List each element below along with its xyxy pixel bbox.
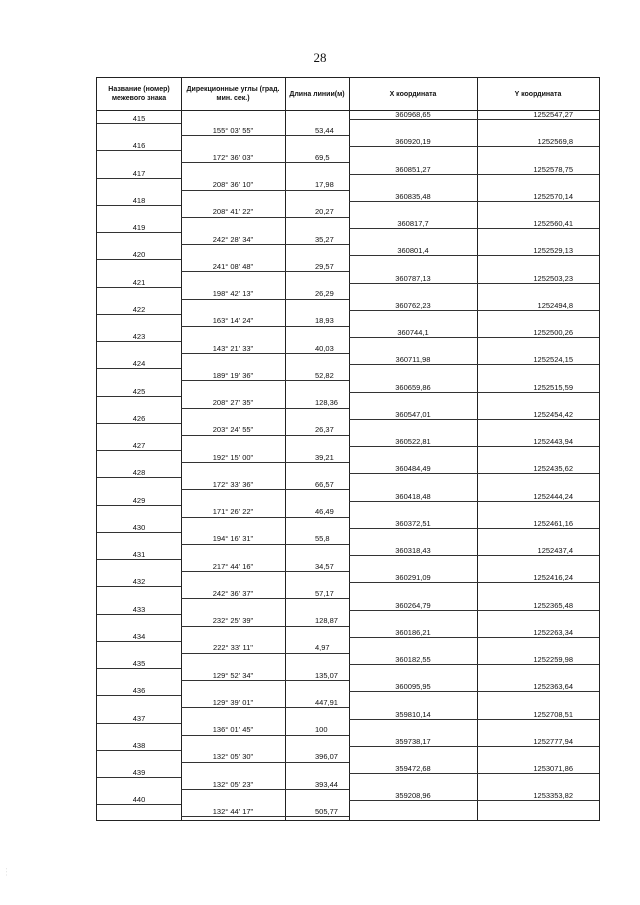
point-y-coordinate: 1252263,34 (533, 627, 573, 637)
direction-angle: 172° 36' 03" (212, 152, 254, 162)
row-rule (181, 380, 349, 381)
row-rule (97, 641, 181, 642)
point-x-coordinate: 360418,48 (395, 491, 431, 501)
point-y-coordinate: 1252461,16 (533, 518, 573, 528)
row-rule (97, 287, 181, 288)
point-x-coordinate: 359738,17 (395, 736, 431, 746)
line-length: 505,77 (315, 806, 338, 816)
point-x-coordinate: 360968,65 (395, 110, 431, 119)
point-y-coordinate: 1252529,13 (533, 246, 573, 256)
point-y-coordinate: 1252454,42 (533, 409, 573, 419)
line-length: 39,21 (315, 452, 334, 462)
row-rule (97, 232, 181, 233)
row-rule (97, 586, 181, 587)
point-x-coordinate: 360484,49 (395, 464, 431, 474)
point-y-coordinate: 1252365,48 (533, 600, 573, 610)
line-length: 46,49 (315, 507, 334, 516)
point-x-coordinate: 360817,7 (397, 219, 429, 228)
row-rule (181, 517, 349, 518)
point-name: 422 (132, 304, 146, 314)
point-x-coordinate: 360835,48 (395, 191, 431, 201)
point-name: 415 (132, 114, 146, 123)
point-x-coordinate: 360318,43 (395, 546, 431, 555)
point-name: 420 (132, 250, 146, 260)
point-y-coordinate: 1252259,98 (533, 655, 573, 664)
row-rule (181, 680, 349, 681)
point-name: 437 (132, 713, 146, 723)
row-rule (97, 668, 181, 669)
row-rule (97, 450, 181, 451)
line-length: 35,27 (315, 234, 334, 244)
point-y-coordinate: 1253353,82 (533, 791, 573, 801)
point-name: 432 (132, 577, 146, 587)
point-y-coordinate: 1252444,24 (533, 491, 573, 501)
point-y-coordinate: 1252578,75 (533, 164, 573, 174)
row-rule (349, 582, 599, 583)
point-y-coordinate: 1252515,59 (533, 382, 573, 392)
row-rule (181, 571, 349, 572)
direction-angle: 136° 01' 45" (212, 725, 254, 734)
row-rule (349, 501, 599, 502)
row-rule (181, 271, 349, 272)
direction-angle: 189° 19' 36" (212, 370, 254, 380)
point-x-coordinate: 360291,09 (395, 573, 431, 583)
line-length: 18,93 (315, 316, 334, 326)
point-y-coordinate: 1252443,94 (533, 437, 573, 446)
direction-angle: 242° 28' 34" (212, 234, 254, 244)
point-y-coordinate: 1252569,8 (537, 137, 573, 147)
row-rule (349, 473, 599, 474)
row-rule (97, 341, 181, 342)
line-length: 100 (315, 725, 328, 734)
direction-angle: 129° 52' 34" (212, 670, 254, 680)
row-rule (349, 446, 599, 447)
row-rule (181, 816, 349, 817)
direction-angle: 172° 33' 36" (212, 479, 254, 489)
row-rule (97, 477, 181, 478)
row-rule (181, 326, 349, 327)
row-rule (181, 598, 349, 599)
row-rule (97, 559, 181, 560)
direction-angle: 203° 24' 55" (212, 425, 254, 435)
point-x-coordinate: 360744,1 (397, 328, 429, 337)
direction-angle: 242° 36' 37" (212, 588, 254, 598)
point-name: 426 (132, 413, 146, 423)
point-x-coordinate: 360711,98 (395, 355, 431, 365)
direction-angle: 222° 33' 11" (213, 643, 253, 653)
header-angle: Дирекционные углы (град. мин. сек.) (186, 86, 280, 102)
line-length: 4,97 (315, 643, 330, 653)
direction-angle: 208° 36' 10" (212, 180, 254, 189)
row-rule (181, 707, 349, 708)
point-x-coordinate: 360372,51 (395, 518, 431, 528)
direction-angle: 132° 05' 30" (212, 752, 254, 762)
point-y-coordinate: 1252435,62 (533, 464, 573, 474)
point-y-coordinate: 1252524,15 (533, 355, 573, 365)
row-rule (181, 462, 349, 463)
row-rule (181, 217, 349, 218)
line-length: 29,57 (315, 261, 334, 271)
line-length: 17,98 (315, 180, 334, 189)
point-y-coordinate: 1252416,24 (533, 573, 573, 583)
line-length: 26,37 (315, 425, 334, 435)
point-y-coordinate: 1252503,23 (533, 273, 573, 283)
point-name: 430 (132, 522, 146, 532)
line-length: 66,57 (315, 479, 334, 489)
point-name: 433 (132, 604, 146, 614)
row-rule (349, 691, 599, 692)
direction-angle: 143° 21' 33" (212, 343, 254, 353)
margin-scan-mark: · · · (3, 868, 9, 876)
point-x-coordinate: 360851,27 (395, 164, 431, 174)
direction-angle: 129° 39' 01" (212, 697, 254, 707)
row-rule (97, 178, 181, 179)
line-length: 393,44 (315, 779, 338, 789)
row-rule (349, 555, 599, 556)
row-rule (181, 653, 349, 654)
row-rule (349, 364, 599, 365)
point-x-coordinate: 360787,13 (395, 273, 431, 283)
row-rule (349, 337, 599, 338)
row-rule (181, 789, 349, 790)
direction-angle: 155° 03' 55" (212, 125, 254, 135)
point-x-coordinate: 360264,79 (395, 600, 431, 610)
row-rule (97, 150, 181, 151)
point-x-coordinate: 360522,81 (395, 437, 431, 446)
point-name: 431 (132, 550, 146, 559)
point-x-coordinate: 360182,55 (395, 655, 431, 664)
row-rule (97, 314, 181, 315)
row-rule (349, 773, 599, 774)
row-rule (181, 544, 349, 545)
point-x-coordinate: 359472,68 (395, 764, 431, 773)
header-y: Y координата (514, 90, 562, 98)
row-rule (181, 435, 349, 436)
row-rule (97, 695, 181, 696)
direction-angle: 232° 25' 39" (212, 616, 254, 625)
point-name: 427 (132, 441, 146, 450)
direction-angle: 171° 26' 22" (212, 507, 254, 516)
row-rule (349, 392, 599, 393)
row-rule (97, 123, 181, 124)
point-y-coordinate: 1252547,27 (533, 110, 573, 119)
line-length: 20,27 (315, 207, 334, 217)
row-rule (349, 146, 599, 147)
row-rule (97, 259, 181, 260)
point-x-coordinate: 360801,4 (397, 246, 429, 256)
row-rule (97, 368, 181, 369)
row-rule (349, 174, 599, 175)
row-rule (349, 637, 599, 638)
row-rule (349, 228, 599, 229)
line-length: 26,29 (315, 289, 334, 298)
point-y-coordinate: 1253071,86 (533, 764, 573, 773)
line-length: 128,87 (315, 616, 338, 625)
row-rule (97, 205, 181, 206)
header-name: Название (номер) межевого знака (108, 86, 170, 102)
line-length: 55,8 (315, 534, 330, 544)
point-y-coordinate: 1252777,94 (533, 736, 573, 746)
row-rule (349, 746, 599, 747)
row-rule (97, 777, 181, 778)
row-rule (349, 719, 599, 720)
point-name: 438 (132, 740, 146, 750)
point-y-coordinate: 1252437,4 (537, 546, 573, 555)
point-name: 428 (132, 468, 146, 478)
page-number: 28 (313, 50, 327, 65)
point-name: 434 (132, 631, 146, 641)
row-rule (349, 528, 599, 529)
row-rule (181, 762, 349, 763)
row-rule (97, 505, 181, 506)
point-x-coordinate: 360095,95 (395, 682, 431, 692)
table-header (97, 78, 599, 111)
row-rule (349, 664, 599, 665)
direction-angle: 192° 15' 00" (212, 452, 254, 462)
point-x-coordinate: 360186,21 (395, 627, 431, 637)
point-y-coordinate: 1252494,8 (537, 300, 573, 310)
row-rule (97, 532, 181, 533)
line-length: 447,91 (315, 697, 338, 707)
line-length: 40,03 (315, 343, 334, 353)
header-x: X координата (389, 90, 437, 98)
point-name: 429 (132, 495, 146, 505)
point-x-coordinate: 360659,86 (395, 382, 431, 392)
line-length: 135,07 (315, 670, 338, 680)
direction-angle: 198° 42' 13" (212, 289, 254, 298)
row-rule (181, 162, 349, 163)
row-rule (181, 489, 349, 490)
line-length: 57,17 (315, 588, 334, 598)
point-y-coordinate: 1252560,41 (533, 219, 573, 228)
line-length: 128,36 (315, 398, 338, 407)
point-name: 439 (132, 768, 146, 777)
row-rule (97, 614, 181, 615)
direction-angle: 217° 44' 16" (212, 561, 254, 571)
point-x-coordinate: 359810,14 (395, 709, 431, 719)
point-name: 435 (132, 659, 146, 668)
direction-angle: 241° 08' 48" (212, 261, 254, 271)
direction-angle: 132° 44' 17" (212, 806, 254, 816)
row-rule (97, 423, 181, 424)
row-rule (97, 396, 181, 397)
point-name: 416 (132, 141, 146, 151)
row-rule (181, 299, 349, 300)
row-rule (181, 353, 349, 354)
point-x-coordinate: 360762,23 (395, 300, 431, 310)
point-y-coordinate: 1252363,64 (533, 682, 573, 692)
point-name: 421 (132, 277, 146, 287)
direction-angle: 132° 05' 23" (212, 779, 254, 789)
line-length: 69,5 (315, 152, 330, 162)
row-rule (181, 244, 349, 245)
point-name: 440 (132, 795, 146, 805)
point-y-coordinate: 1252708,51 (533, 709, 573, 719)
point-x-coordinate: 360547,01 (395, 409, 431, 419)
row-rule (181, 408, 349, 409)
row-rule (181, 190, 349, 191)
point-name: 418 (132, 195, 146, 205)
row-rule (349, 419, 599, 420)
row-rule (349, 800, 599, 801)
point-name: 425 (132, 386, 146, 396)
line-length: 34,57 (315, 561, 334, 571)
row-rule (349, 310, 599, 311)
direction-angle: 194° 16' 31" (212, 534, 254, 544)
line-length: 52,82 (315, 370, 334, 380)
point-x-coordinate: 359208,96 (395, 791, 431, 801)
point-y-coordinate: 1252500,26 (533, 328, 573, 337)
point-y-coordinate: 1252570,14 (533, 191, 573, 201)
row-rule (349, 255, 599, 256)
row-rule (349, 283, 599, 284)
row-rule (349, 119, 599, 120)
line-length: 53,44 (315, 125, 334, 135)
header-length: Длина линии(м) (289, 90, 345, 98)
point-x-coordinate: 360920,19 (395, 137, 431, 147)
point-name: 423 (132, 332, 146, 341)
coordinates-table (96, 77, 600, 821)
direction-angle: 208° 27' 35" (212, 398, 254, 407)
row-rule (181, 135, 349, 136)
row-rule (97, 723, 181, 724)
row-rule (181, 735, 349, 736)
row-rule (97, 804, 181, 805)
row-rule (349, 610, 599, 611)
direction-angle: 208° 41' 22" (212, 207, 254, 217)
point-name: 417 (132, 168, 146, 178)
line-length: 396,07 (315, 752, 338, 762)
direction-angle: 163° 14' 24" (212, 316, 254, 326)
point-name: 419 (132, 223, 146, 232)
row-rule (349, 201, 599, 202)
row-rule (97, 750, 181, 751)
point-name: 424 (132, 359, 146, 369)
row-rule (181, 626, 349, 627)
point-name: 436 (132, 686, 146, 696)
